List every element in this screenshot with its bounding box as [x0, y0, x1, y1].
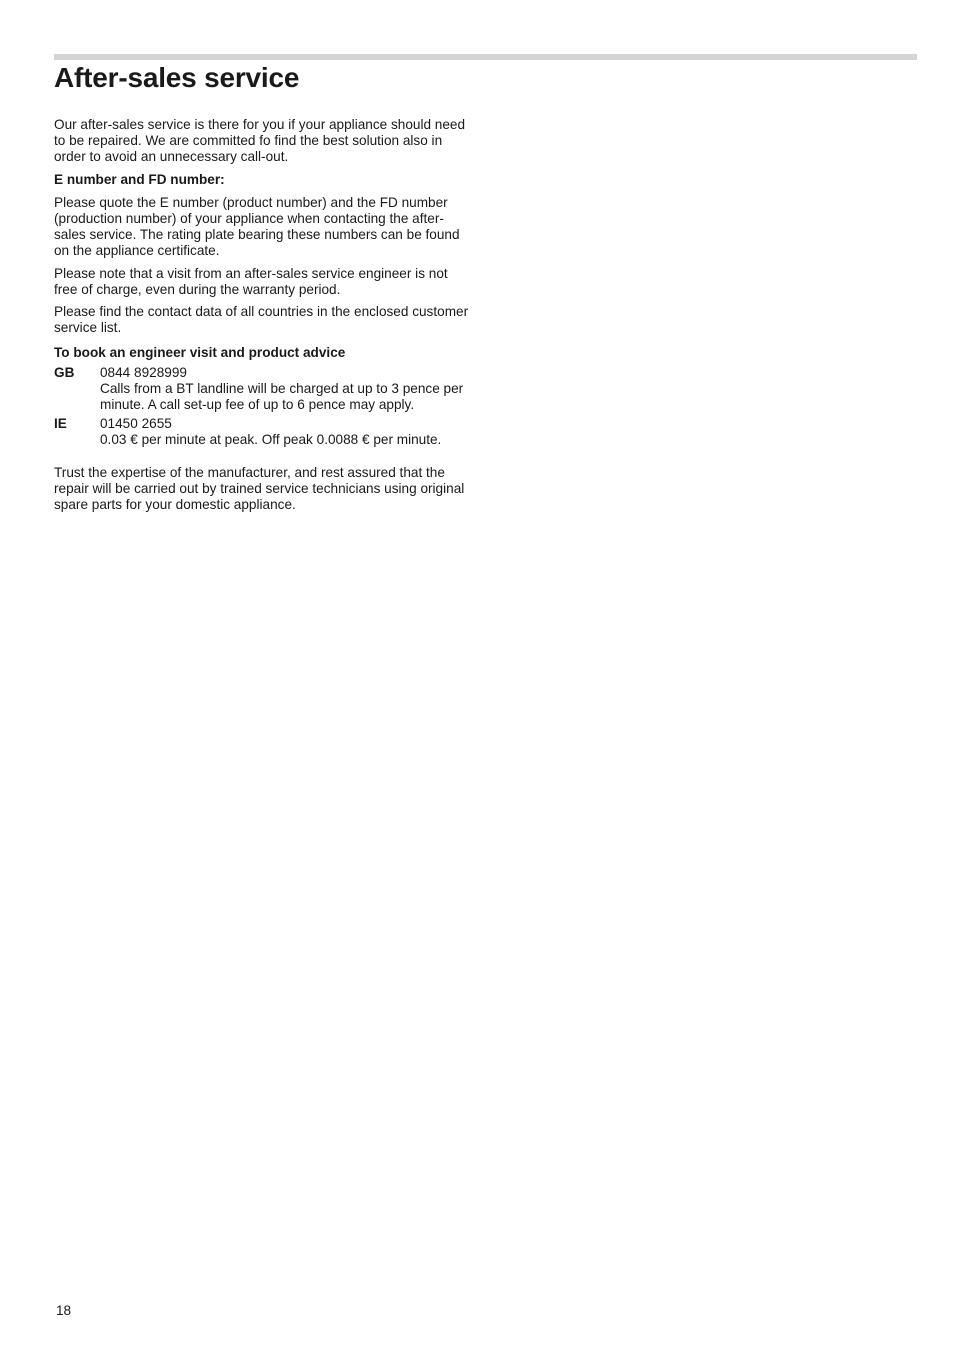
phone-number: 01450 2655	[100, 416, 172, 432]
closing-paragraph: Trust the expertise of the manufacturer, and rest assured that the repair will be carried out by trained service technicians using original spare parts for your domestic appliance.	[54, 464, 465, 513]
country-code: IE	[54, 416, 67, 432]
country-entry-gb	[54, 365, 470, 414]
main-content	[54, 117, 470, 513]
page-number: 18	[56, 1303, 72, 1318]
header-rule	[54, 54, 917, 60]
call-charge-note: Calls from a BT landline will be charged at up to 3 pence per minute. A call set-up fee of up to 6 pence may apply.	[100, 380, 464, 413]
country-info	[100, 365, 470, 414]
enumber-paragraph-contact-list: Please find the contact data of all countries in the enclosed customer service list.	[54, 304, 469, 336]
enumber-paragraph-quote: Please quote the E number (product number) and the FD number (production number) of your appliance when contacting the after-sales service. The rating plate bearing these numbers can be found on the appliance certificate.	[54, 194, 460, 259]
country-info	[100, 416, 470, 448]
enumber-paragraph-visit-charge: Please note that a visit from an after-sales service engineer is not free of charge, even during the warranty period.	[54, 265, 448, 297]
call-charge-note: 0.03 € per minute at peak. Off peak 0.0088 € per minute.	[100, 432, 442, 448]
intro-paragraph: Our after-sales service is there for you if your appliance should need to be repaired. We are committed fo find the best solution also in order to avoid an unnecessary call-out.	[54, 117, 466, 165]
country-code: GB	[54, 364, 75, 380]
page-title: After-sales service	[54, 62, 300, 93]
phone-number: 0844 8928999	[100, 364, 187, 380]
country-entry-ie	[54, 416, 470, 448]
enumber-heading: E number and FD number:	[54, 171, 225, 187]
booking-heading: To book an engineer visit and product advice	[54, 345, 346, 361]
